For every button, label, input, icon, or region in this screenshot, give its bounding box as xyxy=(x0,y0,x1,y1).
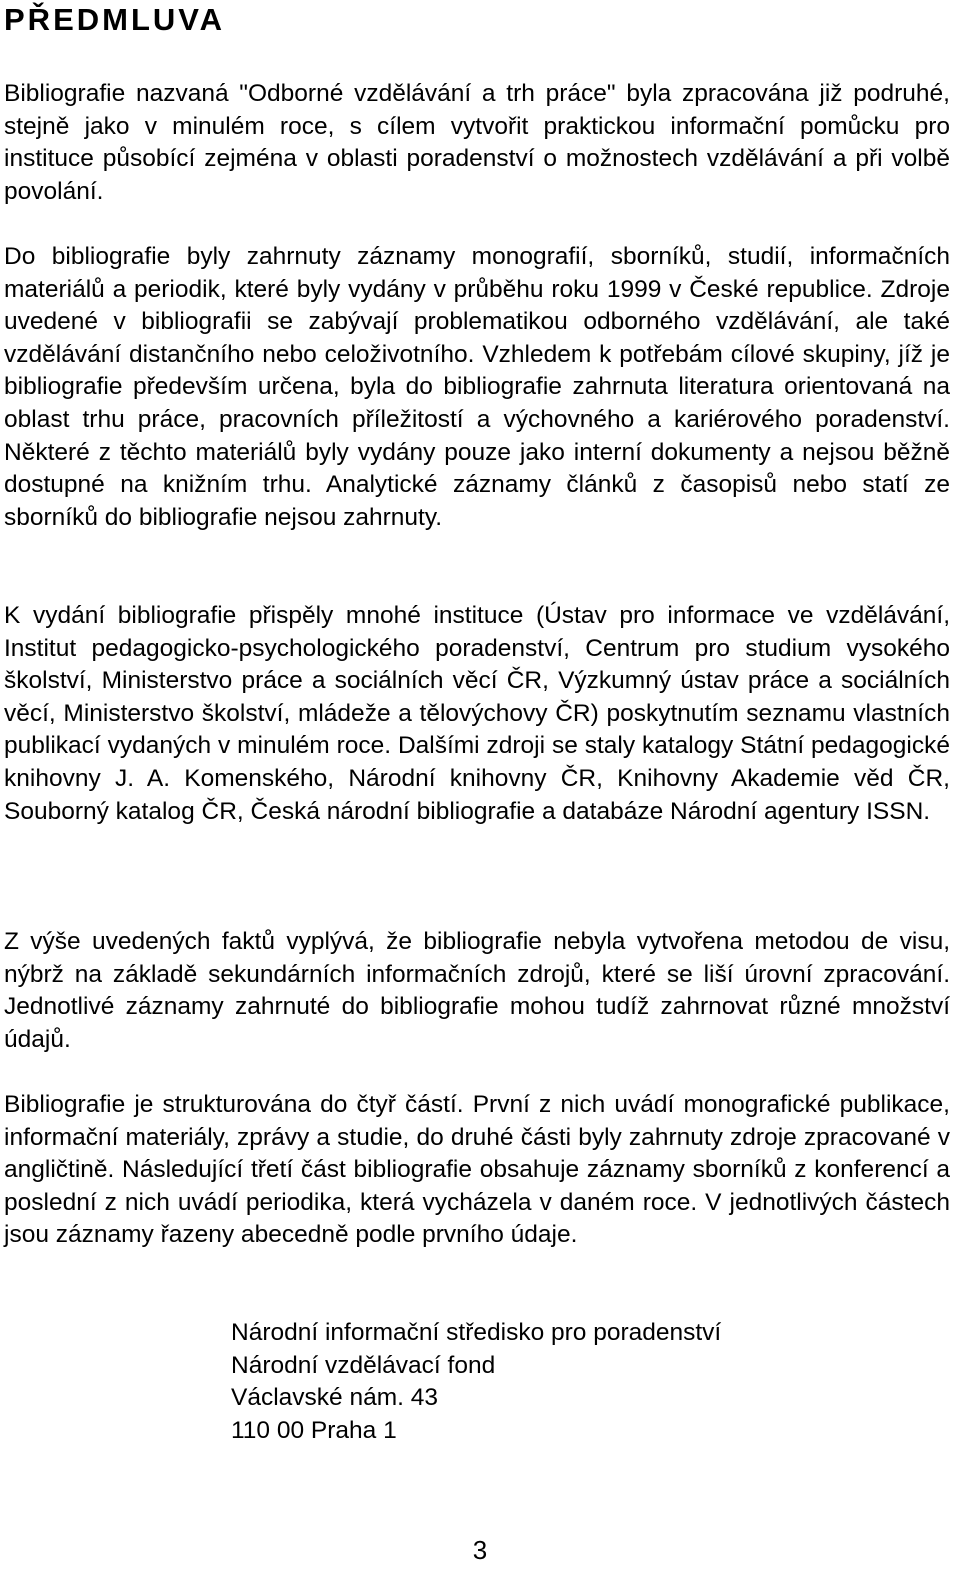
address-line-institution: Národní informační středisko pro poradenství xyxy=(231,1319,722,1346)
paragraph-scope: Do bibliografie byly zahrnuty záznamy monografií, sborníků, studií, informačních materiálů a periodik, které byly vydány v průběhu roku 1999 v České republice. Zdroje uvedené v bibliografii se zabývají problematikou odborného vzdělávání, ale také vzdělávání distančního nebo celoživotního. Vzhledem k potřebám cílové skupiny, jíž je bibliografie především určena, byla do bibliografie zahrnuta literatura orientovaná na oblast trhu práce, pracovních příležitostí a výchovného a kariérového poradenství. Některé z těchto materiálů byly vydány pouze jako interní dokumenty a nejsou běžně dostupné na knižním trhu. Analytické záznamy článků z časopisů nebo statí ze sborníků do bibliografie nejsou zahrnuty. xyxy=(4,243,950,531)
page-number: 3 xyxy=(472,1535,488,1565)
publisher-address xyxy=(231,1317,721,1447)
address-line-street: Václavské nám. 43 xyxy=(231,1384,438,1412)
paragraph-structure: Bibliografie je strukturována do čtyř částí. První z nich uvádí monografické publikace, informační materiály, zprávy a studie, do druhé části byly zahrnuty zdroje zpracované v angličtině. Následující třetí část bibliografie obsahuje záznamy sborníků z konferencí a poslední z nich uvádí periodika, která vycházela v daném roce. V jednotlivých částech jsou záznamy řazeny abecedně podle prvního údaje. xyxy=(4,1091,950,1249)
paragraph-intro: Bibliografie nazvaná "Odborné vzdělávání a trh práce" byla zpracována již podruhé, stejně jako v minulém roce, s cílem vytvořit praktickou informační pomůcku pro instituce působící zejména v oblasti poradenství o možnostech vzdělávání a při volbě povolání. xyxy=(4,80,950,205)
page-title: PŘEDMLUVA xyxy=(4,2,226,37)
address-line-city: 110 00 Praha 1 xyxy=(231,1416,397,1444)
paragraph-contributors: K vydání bibliografie přispěly mnohé instituce (Ústav pro informace ve vzdělávání, Institut pedagogicko-psychologického poradenství, Centrum pro studium vysokého školství, Ministerstvo práce a sociálních věcí ČR, Výzkumný ústav práce a sociálních věcí, Ministerstvo školství, mládeže a tělovýchovy ČR) poskytnutím seznamu vlastních publikací vydaných v minulém roce. Dalšími zdroji se staly katalogy Státní pedagogické knihovny J. A. Komenského, Národní knihovny ČR, Knihovny Akademie věd ČR, Souborný katalog ČR, Česká národní bibliografie a databáze Národní agentury ISSN. xyxy=(4,602,950,825)
address-line-fund: Národní vzdělávací fond xyxy=(231,1351,496,1379)
paragraph-method: Z výše uvedených faktů vyplývá, že bibliografie nebyla vytvořena metodou de visu, nýbrž na základě sekundárních informačních zdrojů, které se liší úrovní zpracování. Jednotlivé záznamy zahrnuté do bibliografie mohou tudíž zahrnovat různé množství údajů. xyxy=(4,928,950,1053)
